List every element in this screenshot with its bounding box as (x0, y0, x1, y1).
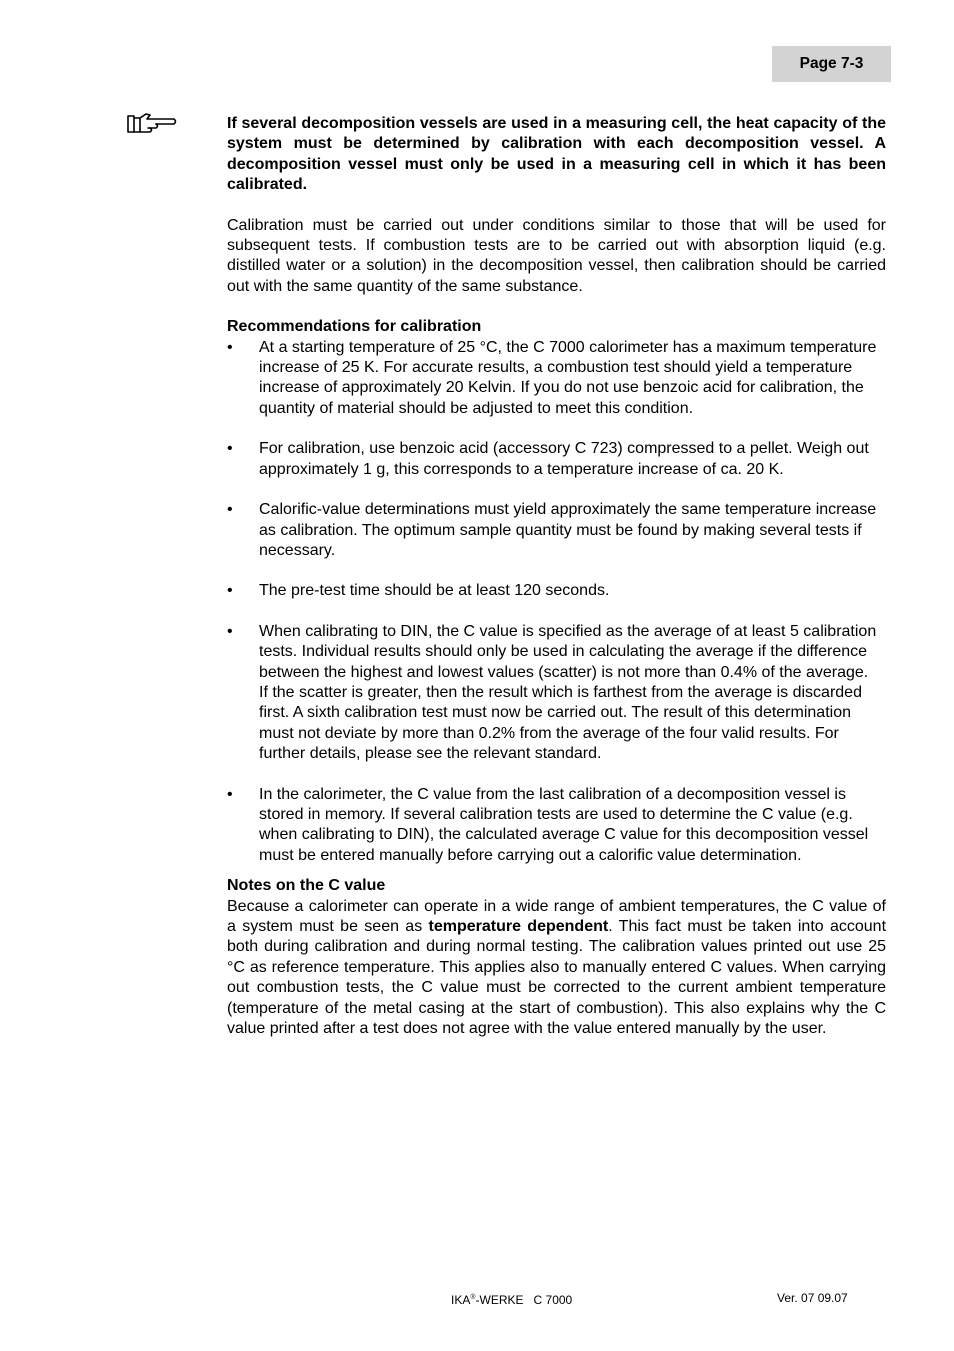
list-item (227, 785, 886, 867)
intro-paragraph: Calibration must be carried out under conditions similar to those that will be used for subsequent tests. If combustion tests are to be carried out with absorption liquid (e.g. distilled water or a solution) in the decomposition vessel, then calibration should be carried out with the same quantity of the same substance. (227, 216, 886, 295)
list-item-continuation: If the scatter is greater, then the result which is farthest from the average is discarded first. A sixth calibration test must now be carried out. The result of this determination must not deviate by more than 0.2% from the average of the four valid results. For further details, please see the relevant standard. (259, 683, 862, 763)
list-item (227, 500, 886, 561)
page-number: Page 7-3 (799, 54, 864, 72)
c-value-notes-heading: Notes on the C value (227, 877, 386, 895)
registered-mark: ® (470, 1294, 476, 1301)
list-item-text: At a starting temperature of 25 °C, the C 7000 calorimeter has a maximum temperature increase of 25 K. For accurate results, a combustion test should yield a temperature increase of approximately 20 Kelvin. If you do not use benzoic acid for calibration, the quantity of material should be adjusted to meet this condition. (259, 338, 877, 417)
recommendations-list (227, 338, 886, 867)
list-item-text: Calorific-value determinations must yield approximately the same temperature increase as calibration. The optimum sample quantity must be found by making several tests if necessary. (259, 501, 877, 559)
bullet: • (227, 501, 233, 519)
main-content (227, 114, 886, 1039)
list-item-text: In the calorimeter, the C value from the last calibration of a decomposition vessel is stored in memory. If several calibration tests are used to determine the C value (e.g. when calibrating to DIN), the calculated average C value for this decomposition vessel must be entered manually before carrying out a calorific value determination. (259, 785, 869, 864)
page-number-badge (772, 46, 891, 82)
list-item (227, 439, 886, 480)
list-item-text: The pre-test time should be at least 120 seconds. (259, 582, 610, 600)
brand-suffix: -WERKE (475, 1293, 524, 1307)
list-item (227, 338, 886, 420)
footer-version: Ver. 07 09.07 (777, 1291, 848, 1305)
model-name: C 7000 (533, 1293, 573, 1307)
list-item (227, 581, 886, 601)
calibration-note: If several decomposition vessels are used in a measuring cell, the heat capacity of the system must be determined by calibration with each decomposition vessel. A decomposition vessel must only be used in a measuring cell in which it has been calibrated. (227, 115, 886, 194)
bullet: • (227, 582, 233, 600)
footer-brand (451, 1288, 572, 1310)
recommendations-heading: Recommendations for calibration (227, 318, 482, 336)
bullet: • (227, 785, 233, 803)
brand-name: IKA (451, 1293, 471, 1307)
list-item-text: When calibrating to DIN, the C value is specified as the average of at least 5 calibration tests. Individual results should only be used in calculating the average if the difference between the highest and lowest values (scatter) is not more than 0.4% of the average. (259, 622, 877, 681)
c-value-notes-text: Because a calorimeter can operate in a wide range of ambient temperatures, the C value of a system must be seen as (227, 897, 886, 935)
c-value-notes-text: . This fact must be taken into account both during calibration and during normal testing. The calibration values printed out use 25 °C as reference temperature. This applies also to manually entered C values. When carrying out combustion tests, the C value must be corrected to the current ambient temperature (temperature of the metal casing at the start of combustion). This also explains why the C value printed after a test does not agree with the value entered manually by the user. (227, 918, 887, 1038)
list-item (227, 622, 886, 765)
list-item-text: For calibration, use benzoic acid (accessory C 723) compressed to a pellet. Weigh out approximately 1 g, this corresponds to a temperature increase of ca. 20 K. (259, 440, 869, 478)
bullet: • (227, 622, 233, 640)
bullet: • (227, 440, 233, 458)
pointing-hand-icon (126, 112, 178, 136)
c-value-notes-emphasis: temperature dependent (428, 918, 609, 935)
bullet: • (227, 338, 233, 356)
c-value-notes-paragraph (227, 897, 886, 1040)
